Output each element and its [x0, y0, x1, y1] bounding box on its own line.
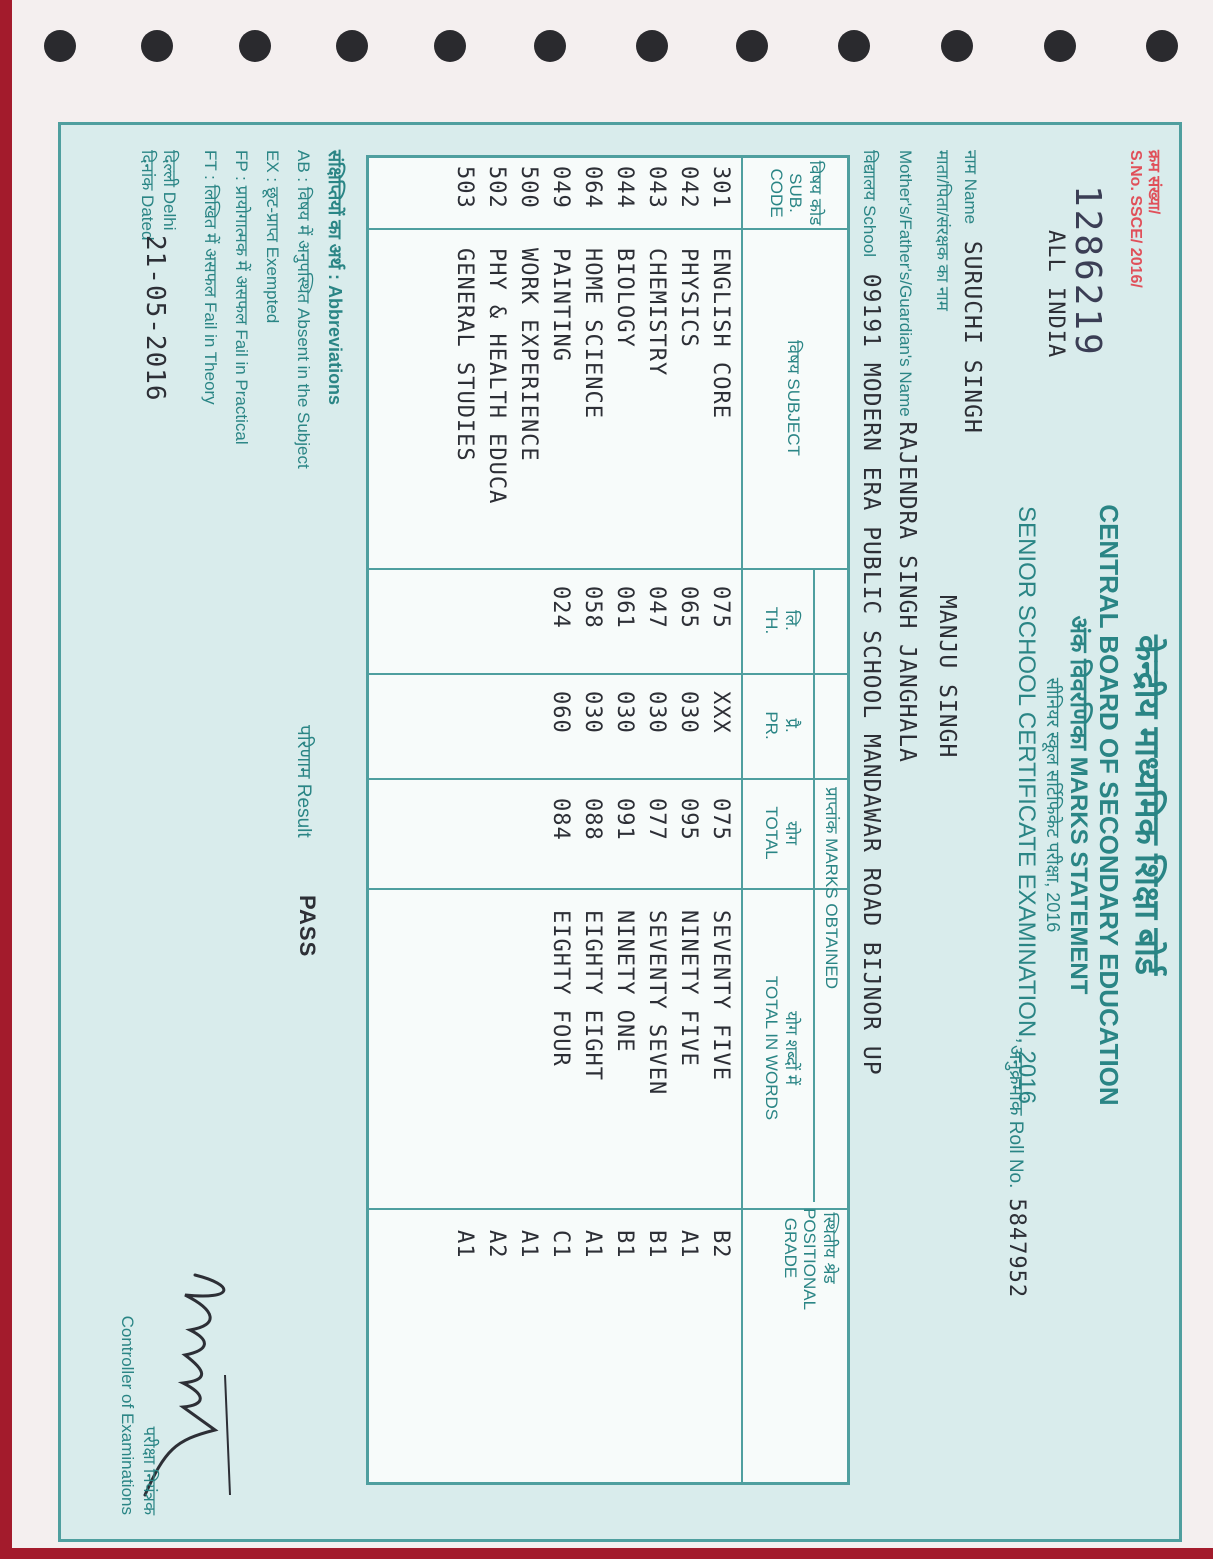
board-header — [1014, 445, 1164, 1165]
cell-pr: 030 — [580, 691, 605, 734]
perforation-hole — [838, 30, 870, 62]
header-total-in-words — [762, 888, 801, 1208]
roll-number — [1004, 1045, 1030, 1298]
cell-grade: A1 — [452, 1230, 477, 1259]
statement-title: अंक विवरणिका MARKS STATEMENT — [1065, 615, 1093, 995]
marks-statement-content — [66, 125, 1180, 1535]
abbr-fail-theory: FT : लिखित में असफल Fail in Theory — [201, 150, 220, 405]
cell-th: 075 — [708, 586, 733, 629]
cell-words: NINETY ONE — [612, 910, 637, 1053]
name-label: नाम Name — [961, 150, 980, 225]
header-practical — [762, 673, 801, 778]
cell-grade: A1 — [516, 1230, 541, 1259]
perforation-hole — [44, 30, 76, 62]
controller — [116, 1265, 160, 1515]
name-row — [959, 150, 985, 434]
parent-label-hindi: माता/पिता/संरक्षक का नाम — [933, 150, 952, 311]
controller-label: Controller of Examinations — [118, 1315, 137, 1515]
cell-pr: 060 — [548, 691, 573, 734]
header-total-label: TOTAL — [762, 806, 782, 860]
cell-total: 091 — [612, 798, 637, 841]
school-label: विद्यालय School — [860, 150, 879, 258]
serial-label-hindi: क्रम संख्या/ — [1145, 150, 1162, 215]
cell-total: 077 — [644, 798, 669, 841]
header-marks-obtained: प्राप्तांक MARKS OBTAINED — [822, 786, 841, 989]
controller-hindi: परीक्षा नियंत्रक — [140, 1426, 159, 1515]
cell-grade: B2 — [708, 1230, 733, 1259]
abbr-exempted: EX : छूट-प्राप्त Exempted — [263, 150, 282, 324]
cell-th: 024 — [548, 586, 573, 629]
header-grade-hindi: स्थितीय श्रेड — [820, 1212, 839, 1284]
cell-subject: PHY & HEALTH EDUCA — [484, 248, 509, 505]
roll-label: अनुक्रमांक Roll No. — [1005, 1045, 1026, 1189]
cell-code: 043 — [644, 166, 669, 209]
header-words-hindi: योग शब्दों में — [782, 1010, 801, 1086]
perforation-hole — [636, 30, 668, 62]
cell-total: 075 — [708, 798, 733, 841]
cell-grade: A2 — [484, 1230, 509, 1259]
serial-number: 1286219 — [1067, 185, 1108, 358]
perforation-hole — [141, 30, 173, 62]
cell-code: 502 — [484, 166, 509, 209]
cell-subject: PAINTING — [548, 248, 573, 362]
cell-th: 061 — [612, 586, 637, 629]
cell-grade: A1 — [676, 1230, 701, 1259]
serial-label-english: S.No. SSCE/ 2016/ — [1127, 150, 1144, 288]
perforation-hole — [336, 30, 368, 62]
cell-subject: WORK EXPERIENCE — [516, 248, 541, 462]
cell-code: 064 — [580, 166, 605, 209]
cell-code: 044 — [612, 166, 637, 209]
mother-name: MANJU SINGH — [934, 595, 960, 759]
cell-subject: ENGLISH CORE — [708, 248, 733, 419]
cell-th: 065 — [676, 586, 701, 629]
school-row — [858, 150, 884, 1076]
issue-date: 21-05-2016 — [140, 235, 170, 402]
perforation-hole — [1044, 30, 1076, 62]
cell-code: 500 — [516, 166, 541, 209]
cell-code: 042 — [676, 166, 701, 209]
result-label: परिणाम Result — [293, 725, 314, 838]
header-sub-code-hindi: विषय कोड — [806, 160, 825, 226]
cell-words: NINETY FIVE — [676, 910, 701, 1067]
serial-label — [1126, 150, 1162, 288]
exam-name-hindi: सीनियर स्कूल सर्टिफिकेट परीक्षा, 2016 — [1042, 677, 1063, 933]
header-subject: विषय SUBJECT — [784, 340, 803, 456]
cell-pr: 030 — [676, 691, 701, 734]
place-date — [136, 150, 180, 240]
abbreviations-heading: संक्षिप्तियों का अर्थ : Abbreviations — [325, 150, 345, 406]
parent-label: Mother's/Father's/Guardian's Name — [896, 150, 915, 417]
header-theory-label: TH. — [762, 606, 782, 635]
cell-grade: C1 — [548, 1230, 573, 1259]
board-name-hindi: केन्द्रीय माध्यमिक शिक्षा बोर्ड — [1128, 635, 1166, 975]
abbreviations — [195, 150, 350, 469]
header-grade-label: POSITIONAL GRADE — [780, 1208, 820, 1311]
cell-code: 301 — [708, 166, 733, 209]
dated-label: दिनांक Dated — [138, 150, 157, 241]
cell-subject: HOME SCIENCE — [580, 248, 605, 419]
student-name: SURUCHI SINGH — [959, 240, 985, 434]
cell-total: 095 — [676, 798, 701, 841]
cell-th: 047 — [644, 586, 669, 629]
cell-code: 049 — [548, 166, 573, 209]
abbr-absent: AB : विषय में अनुपस्थित Absent in the Subject — [294, 150, 313, 469]
region: ALL INDIA — [1043, 230, 1068, 359]
perforation-hole — [239, 30, 271, 62]
cell-words: EIGHTY FOUR — [548, 910, 573, 1067]
marks-table — [366, 155, 850, 1485]
cell-total: 084 — [548, 798, 573, 841]
header-sub-code — [766, 158, 825, 228]
place-label: दिल्ली Delhi — [160, 150, 179, 231]
perforation-hole — [1146, 30, 1178, 62]
perforation-hole — [534, 30, 566, 62]
cell-total: 088 — [580, 798, 605, 841]
roll-value: 5847952 — [1004, 1198, 1029, 1299]
cell-words: SEVENTY FIVE — [708, 910, 733, 1081]
header-sub-code-label: SUB. CODE — [766, 168, 806, 218]
document-paper — [12, 0, 1213, 1548]
school-name: 09191 MODERN ERA PUBLIC SCHOOL MANDAWAR ROAD BIJNOR UP — [858, 273, 884, 1076]
cell-subject: CHEMISTRY — [644, 248, 669, 377]
cell-grade: B1 — [644, 1230, 669, 1259]
cell-subject: BIOLOGY — [612, 248, 637, 348]
board-name: CENTRAL BOARD OF SECONDARY EDUCATION — [1094, 504, 1125, 1106]
cell-pr: 030 — [644, 691, 669, 734]
marks-statement-sheet — [58, 122, 1182, 1542]
perforation-hole — [434, 30, 466, 62]
abbr-fail-practical: FP : प्रायोगात्मक में असफल Fail in Practical — [232, 150, 251, 445]
cell-th: 058 — [580, 586, 605, 629]
cell-pr: XXX — [708, 691, 733, 734]
exam-name: SENIOR SCHOOL CERTIFICATE EXAMINATION, 2016 — [1012, 506, 1040, 1104]
cell-grade: B1 — [612, 1230, 637, 1259]
perforation-holes — [12, 0, 1213, 100]
perforation-hole — [736, 30, 768, 62]
father-name: RAJENDRA SINGH JANGHALA — [894, 421, 920, 763]
header-theory — [762, 568, 801, 673]
cell-pr: 030 — [612, 691, 637, 734]
header-practical-label: PR. — [762, 711, 782, 740]
cell-code: 503 — [452, 166, 477, 209]
header-theory-hindi: लि. — [782, 610, 801, 631]
cell-words: EIGHTY EIGHT — [580, 910, 605, 1081]
header-words-label: TOTAL IN WORDS — [762, 975, 782, 1121]
result-value: PASS — [295, 895, 320, 958]
header-grade — [780, 1208, 839, 1311]
cell-subject: GENERAL STUDIES — [452, 248, 477, 462]
cell-subject: PHYSICS — [676, 248, 701, 348]
father-row — [894, 150, 920, 763]
cell-words: SEVENTY SEVEN — [644, 910, 669, 1096]
perforation-hole — [941, 30, 973, 62]
cell-grade: A1 — [580, 1230, 605, 1259]
header-total-hindi: योग — [782, 821, 801, 845]
header-total — [762, 778, 801, 888]
header-practical-hindi: प्रै. — [782, 718, 801, 733]
